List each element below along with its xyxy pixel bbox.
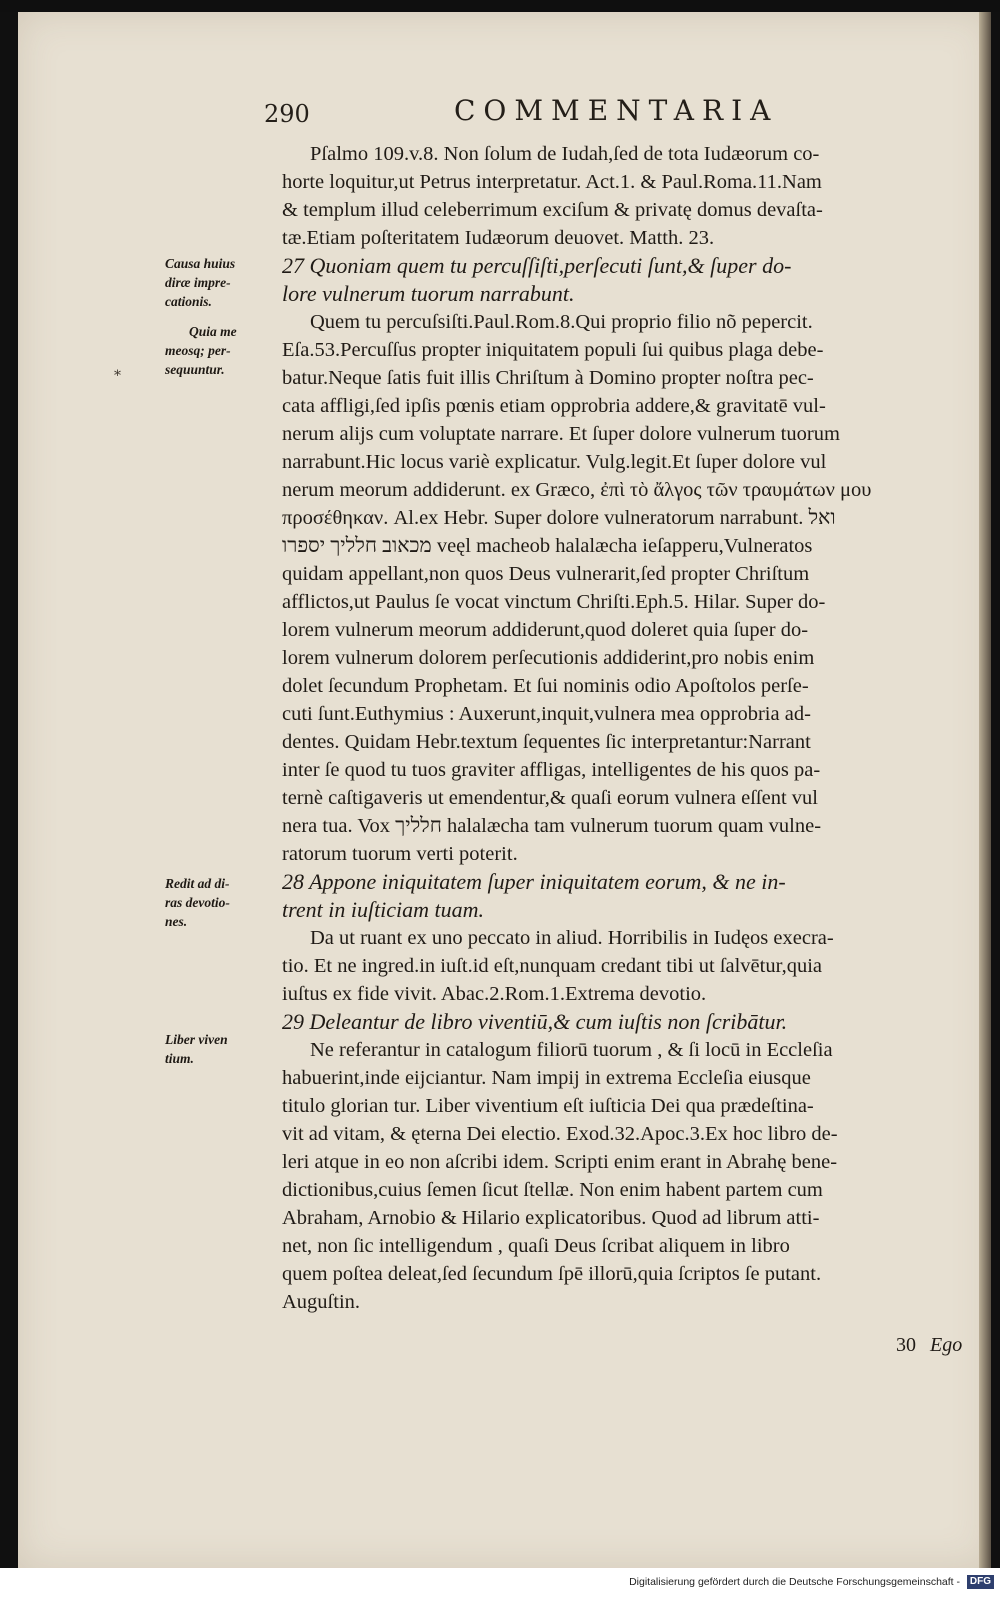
margin-note-line: ras devotio- xyxy=(165,895,230,910)
footer xyxy=(0,1571,1000,1601)
catchword-word: Ego xyxy=(930,1334,963,1356)
margin-note-line: Liber viven xyxy=(165,1032,228,1047)
margin-note-line: Quia me xyxy=(189,324,237,339)
text-line: tæ.Etiam poſteritatem Iudæorum deuovet. Matth. 23. xyxy=(282,227,715,249)
text-line: Abraham, Arnobio & Hilario explicatoribus. Quod ad librum atti- xyxy=(282,1207,820,1229)
text-line: dictionibus,cuius ſemen ſicut ſtellæ. Non enim habent partem cum xyxy=(282,1179,823,1201)
text-line: nerum meorum addiderunt. ex Græco, ἐπὶ τὸ ἄλγος τῶν τραυμάτων μου xyxy=(282,479,872,501)
margin-note-line: Redit ad di- xyxy=(165,876,230,891)
text-line: titulo glorian tur. Liber viventium eſt iuſticia Dei qua prædeſtina- xyxy=(282,1095,814,1117)
page-number: 290 xyxy=(264,100,310,128)
margin-note xyxy=(165,1030,277,1068)
margin-note xyxy=(165,322,277,379)
top-border xyxy=(0,0,1000,12)
running-head: COMMENTARIA xyxy=(454,94,779,127)
catchword xyxy=(896,1334,962,1357)
text-line: cata affligi,ſed ipſis pœnis etiam opprobria addere,& gravitatē vul- xyxy=(282,395,826,417)
text-line: προσέθηκαν. Al.ex Hebr. Super dolore vulneratorum narrabunt. ואל xyxy=(282,507,836,529)
body-text xyxy=(282,140,987,1316)
text-line: habuerint,inde eijciantur. Nam impij in extrema Eccleſia eiusque xyxy=(282,1067,811,1089)
text-line: dentes. Quidam Hebr.textum ſequentes ſic interpretantur:Narrant xyxy=(282,731,811,753)
text-line: Ne referantur in catalogum filiorū tuorum , & ſi locū in Eccleſia xyxy=(310,1039,833,1061)
text-line: Pſalmo 109.v.8. Non ſolum de Iudah,ſed de tota Iudæorum co- xyxy=(310,143,820,165)
verse-line: 29 Deleantur de libro viventiū,& cum iuſtis non ſcribātur. xyxy=(282,1009,788,1034)
margin-note-line: nes. xyxy=(165,914,188,929)
text-line: quem poſtea deleat,ſed ſecundum ſpē illorū,quia ſcriptos ſe putant. xyxy=(282,1263,822,1285)
margin-note xyxy=(165,874,277,931)
text-line: inter ſe quod tu tuos graviter affligas, intelligentes de his quos pa- xyxy=(282,759,821,781)
text-line: lorem vulnerum meorum addiderunt,quod doleret quia ſuper do- xyxy=(282,619,809,641)
text-line: & templum illud celeberrimum exciſum & privatę domus devaſta- xyxy=(282,199,823,221)
text-line: dolet ſecundum Prophetam. Et ſui nominis odio Apoſtolos perſe- xyxy=(282,675,809,697)
text-line: tio. Et ne ingred.in iuſt.id eſt,nunquam credant tibi ut ſalvētur,quia xyxy=(282,955,823,977)
text-line: Eſa.53.Percuſſus propter iniquitatem populi ſui quibus plaga debe- xyxy=(282,339,824,361)
catchword-number: 30 xyxy=(896,1334,916,1356)
text-line: מכאוב חלליך יספרו veęl macheob halalæcha ieſapperu,Vulneratos xyxy=(282,535,813,557)
verse-line: 28 Appone iniquitatem ſuper iniquitatem eorum, & ne in- xyxy=(282,869,786,894)
text-line: leri atque in eo non aſcribi idem. Scripti enim erant in Abrahę bene- xyxy=(282,1151,838,1173)
margin-note xyxy=(165,254,277,311)
footer-credit: Digitalisierung gefördert durch die Deutsche Forschungsgemeinschaft - xyxy=(629,1576,960,1588)
text-line: cuti ſunt.Euthymius : Auxerunt,inquit,vulnera mea opprobria ad- xyxy=(282,703,811,725)
text-line: ratorum tuorum verti poterit. xyxy=(282,843,518,865)
text-line: Da ut ruant ex uno peccato in aliud. Horribilis in Iudęos execra- xyxy=(310,927,834,949)
margin-note-line: cationis. xyxy=(165,294,212,309)
margin-note-line: tium. xyxy=(165,1051,194,1066)
dfg-logo: DFG xyxy=(967,1575,994,1589)
verse-line: lore vulnerum tuorum narrabunt. xyxy=(282,281,575,306)
scan-area xyxy=(0,12,1000,1568)
book-page xyxy=(18,12,991,1568)
text-line: nera tua. Vox חלליך halalæcha tam vulnerum tuorum quam vulne- xyxy=(282,815,822,837)
text-line: nerum alijs cum voluptate narrare. Et ſuper dolore vulnerum tuorum xyxy=(282,423,840,445)
text-line: vit ad vitam, & ęterna Dei electio. Exod.32.Apoc.3.Ex hoc libro de- xyxy=(282,1123,838,1145)
text-line: batur.Neque ſatis fuit illis Chriſtum à Domino propter noſtra pec- xyxy=(282,367,814,389)
text-line: narrabunt.Hic locus variè explicatur. Vulg.legit.Et ſuper dolore vul xyxy=(282,451,827,473)
text-line: lorem vulnerum dolorem perſecutionis addiderint,pro nobis enim xyxy=(282,647,815,669)
verse-line: trent in iuſticiam tuam. xyxy=(282,897,485,922)
margin-note-line: meosq; per- xyxy=(165,343,231,358)
text-line: Quem tu percuſsiſti.Paul.Rom.8.Qui proprio filio nõ pepercit. xyxy=(310,311,813,333)
text-line: horte loquitur,ut Petrus interpretatur. Act.1. & Paul.Roma.11.Nam xyxy=(282,171,822,193)
text-line: ternè caſtigaveris ut emendentur,& quaſi eorum vulnera eſſent vul xyxy=(282,787,818,809)
text-line: net, non ſic intelligendum , quaſi Deus ſcribat aliquem in libro xyxy=(282,1235,790,1257)
text-line: Auguſtin. xyxy=(282,1291,361,1313)
text-line: iuſtus ex fide vivit. Abac.2.Rom.1.Extrema devotio. xyxy=(282,983,707,1005)
verse-line: 27 Quoniam quem tu percuſſiſti,perſecuti ſunt,& ſuper do- xyxy=(282,253,792,278)
text-line: quidam appellant,non quos Deus vulnerarit,ſed propter Chriſtum xyxy=(282,563,810,585)
margin-note-line: sequuntur. xyxy=(165,362,225,377)
page-header xyxy=(264,94,964,134)
page-edge xyxy=(979,12,991,1568)
margin-mark: * xyxy=(114,368,121,384)
text-line: afflictos,ut Paulus ſe vocat vinctum Chriſti.Eph.5. Hilar. Super do- xyxy=(282,591,826,613)
margin-note-line: Causa huius xyxy=(165,256,236,271)
margin-note-line: diræ impre- xyxy=(165,275,231,290)
